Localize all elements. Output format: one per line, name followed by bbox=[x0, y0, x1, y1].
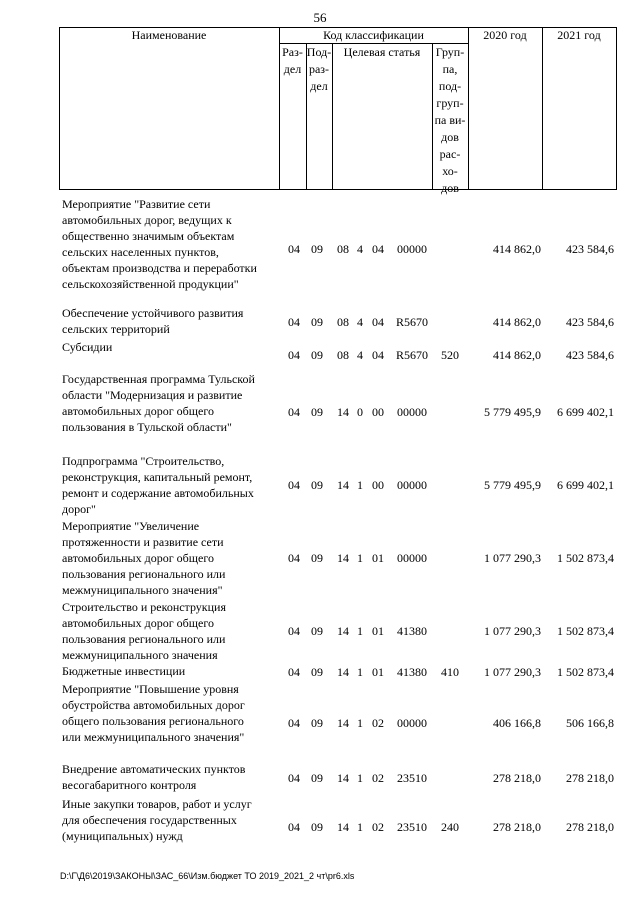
row-podrazdel: 09 bbox=[311, 624, 323, 638]
row-razdel: 04 bbox=[288, 315, 300, 329]
row-target-direction: 41380 bbox=[397, 624, 427, 638]
row-razdel: 04 bbox=[288, 665, 300, 679]
row-amount-2021: 423 584,6 bbox=[566, 242, 614, 256]
row-target-program: 14 bbox=[337, 551, 349, 565]
row-name-line: Мероприятие "Повышение уровня bbox=[62, 682, 239, 696]
row-name bbox=[62, 663, 280, 679]
row-target-direction: 00000 bbox=[397, 405, 427, 419]
row-amount-2021: 423 584,6 bbox=[566, 348, 614, 362]
row-target-direction: 00000 bbox=[397, 478, 427, 492]
file-path-footer: D:\Г\Д6\2019\ЗАКОНЫ\ЗАС_66\Изм.бюджет ТО 2019_2021_2 чт\pr6.xls bbox=[60, 871, 355, 881]
row-target-subprogram: 1 bbox=[357, 551, 363, 565]
row-amount-2020: 414 862,0 bbox=[493, 315, 541, 329]
row-target-program: 14 bbox=[337, 405, 349, 419]
row-amount-2021: 278 218,0 bbox=[566, 820, 614, 834]
row-name-line: весогабаритного контроля bbox=[62, 778, 197, 792]
row-name bbox=[62, 196, 280, 292]
row-name-line: Мероприятие "Увеличение bbox=[62, 519, 200, 533]
row-name-line: или межмуниципального значения" bbox=[62, 730, 245, 744]
row-amount-2021: 506 166,8 bbox=[566, 716, 614, 730]
header-podrazdel: Под- раз- дел bbox=[306, 45, 332, 93]
row-amount-2021: 278 218,0 bbox=[566, 771, 614, 785]
row-amount-2021: 1 502 873,4 bbox=[557, 551, 614, 565]
row-expense-type: 410 bbox=[441, 665, 459, 679]
row-name bbox=[62, 518, 280, 598]
row-target-program: 14 bbox=[337, 665, 349, 679]
row-name bbox=[62, 453, 280, 517]
row-podrazdel: 09 bbox=[311, 716, 323, 730]
row-name-line: для обеспечения государственных bbox=[62, 813, 237, 827]
row-name-line: Строительство и реконструкция bbox=[62, 600, 226, 614]
row-amount-2020: 5 779 495,9 bbox=[484, 405, 541, 419]
row-amount-2020: 278 218,0 bbox=[493, 771, 541, 785]
header-year-2021: 2021 год bbox=[557, 28, 601, 42]
row-name bbox=[62, 681, 280, 745]
row-target-subprogram: 1 bbox=[357, 624, 363, 638]
row-target-program: 08 bbox=[337, 315, 349, 329]
row-podrazdel: 09 bbox=[311, 348, 323, 362]
row-amount-2021: 1 502 873,4 bbox=[557, 665, 614, 679]
row-target-direction: 00000 bbox=[397, 716, 427, 730]
row-target-subprogram: 1 bbox=[357, 771, 363, 785]
row-target-subprogram: 0 bbox=[357, 405, 363, 419]
row-target-event: 01 bbox=[372, 665, 384, 679]
row-target-event: 02 bbox=[372, 820, 384, 834]
row-amount-2020: 278 218,0 bbox=[493, 820, 541, 834]
row-name-line: пользования в Тульской области" bbox=[62, 420, 232, 434]
row-name-line: пользования регионального или bbox=[62, 567, 226, 581]
row-podrazdel: 09 bbox=[311, 551, 323, 565]
row-name-line: Обеспечение устойчивого развития bbox=[62, 306, 244, 320]
row-amount-2021: 423 584,6 bbox=[566, 315, 614, 329]
header-name: Наименование bbox=[131, 28, 207, 42]
row-target-subprogram: 1 bbox=[357, 716, 363, 730]
row-target-event: 02 bbox=[372, 771, 384, 785]
row-name-line: Субсидии bbox=[62, 340, 113, 354]
row-name-line: области "Модернизация и развитие bbox=[62, 388, 243, 402]
row-name-line: ремонт и содержание автомобильных bbox=[62, 486, 254, 500]
row-razdel: 04 bbox=[288, 405, 300, 419]
row-target-subprogram: 4 bbox=[357, 315, 363, 329]
row-razdel: 04 bbox=[288, 242, 300, 256]
row-podrazdel: 09 bbox=[311, 665, 323, 679]
row-amount-2020: 1 077 290,3 bbox=[484, 624, 541, 638]
row-name-line: сельскохозяйственной продукции" bbox=[62, 277, 239, 291]
row-target-direction: 23510 bbox=[397, 771, 427, 785]
row-target-event: 01 bbox=[372, 551, 384, 565]
row-amount-2020: 1 077 290,3 bbox=[484, 665, 541, 679]
row-name-line: протяженности и развитие сети bbox=[62, 535, 224, 549]
row-target-subprogram: 4 bbox=[357, 348, 363, 362]
row-target-event: 01 bbox=[372, 624, 384, 638]
row-target-subprogram: 1 bbox=[357, 665, 363, 679]
row-name-line: объектам производства и переработки bbox=[62, 261, 257, 275]
header-year-2020: 2020 год bbox=[483, 28, 527, 42]
row-target-direction: 41380 bbox=[397, 665, 427, 679]
row-amount-2020: 414 862,0 bbox=[493, 242, 541, 256]
row-amount-2021: 6 699 402,1 bbox=[557, 478, 614, 492]
row-target-subprogram: 1 bbox=[357, 820, 363, 834]
row-target-event: 02 bbox=[372, 716, 384, 730]
row-name-line: автомобильных дорог, ведущих к bbox=[62, 213, 232, 227]
row-name-line: Бюджетные инвестиции bbox=[62, 664, 186, 678]
row-name-line: автомобильных дорог общего bbox=[62, 404, 214, 418]
row-target-event: 04 bbox=[372, 242, 384, 256]
row-name-line: общественно значимым объектам bbox=[62, 229, 235, 243]
row-name bbox=[62, 339, 280, 355]
row-name-line: Государственная программа Тульской bbox=[62, 372, 255, 386]
row-razdel: 04 bbox=[288, 624, 300, 638]
row-target-program: 14 bbox=[337, 771, 349, 785]
row-name bbox=[62, 371, 280, 435]
row-name-line: (муниципальных) нужд bbox=[62, 829, 183, 843]
header-target-article: Целевая статья bbox=[343, 45, 421, 59]
row-razdel: 04 bbox=[288, 771, 300, 785]
row-target-direction: R5670 bbox=[395, 348, 428, 362]
row-name-line: межмуниципального значения" bbox=[62, 583, 223, 597]
row-name-line: Иные закупки товаров, работ и услуг bbox=[62, 797, 252, 811]
row-target-event: 04 bbox=[372, 348, 384, 362]
row-target-program: 08 bbox=[337, 242, 349, 256]
row-razdel: 04 bbox=[288, 478, 300, 492]
row-name-line: пользования регионального или bbox=[62, 632, 226, 646]
row-name-line: общего пользования регионального bbox=[62, 714, 244, 728]
row-razdel: 04 bbox=[288, 820, 300, 834]
header-razdel: Раз- дел bbox=[282, 45, 303, 76]
row-amount-2021: 1 502 873,4 bbox=[557, 624, 614, 638]
row-target-direction: 00000 bbox=[397, 551, 427, 565]
row-expense-type: 240 bbox=[441, 820, 459, 834]
row-target-subprogram: 4 bbox=[357, 242, 363, 256]
row-amount-2020: 414 862,0 bbox=[493, 348, 541, 362]
row-amount-2021: 6 699 402,1 bbox=[557, 405, 614, 419]
row-name-line: автомобильных дорог общего bbox=[62, 616, 214, 630]
row-podrazdel: 09 bbox=[311, 315, 323, 329]
row-name-line: Мероприятие "Развитие сети bbox=[62, 197, 211, 211]
row-amount-2020: 1 077 290,3 bbox=[484, 551, 541, 565]
row-target-program: 14 bbox=[337, 478, 349, 492]
row-amount-2020: 406 166,8 bbox=[493, 716, 541, 730]
row-razdel: 04 bbox=[288, 348, 300, 362]
row-target-event: 04 bbox=[372, 315, 384, 329]
row-podrazdel: 09 bbox=[311, 405, 323, 419]
row-target-direction: 00000 bbox=[397, 242, 427, 256]
row-name bbox=[62, 599, 280, 663]
row-name-line: обустройства автомобильных дорог bbox=[62, 698, 245, 712]
row-target-subprogram: 1 bbox=[357, 478, 363, 492]
row-podrazdel: 09 bbox=[311, 771, 323, 785]
row-name bbox=[62, 305, 280, 337]
row-target-program: 14 bbox=[337, 716, 349, 730]
row-name-line: межмуниципального значения bbox=[62, 648, 218, 662]
row-name-line: сельских населенных пунктов, bbox=[62, 245, 219, 259]
row-podrazdel: 09 bbox=[311, 478, 323, 492]
row-podrazdel: 09 bbox=[311, 820, 323, 834]
page-number: 56 bbox=[313, 10, 327, 25]
row-razdel: 04 bbox=[288, 551, 300, 565]
table-header bbox=[59, 27, 617, 195]
row-target-direction: 23510 bbox=[397, 820, 427, 834]
row-name-line: реконструкция, капитальный ремонт, bbox=[62, 470, 253, 484]
row-amount-2020: 5 779 495,9 bbox=[484, 478, 541, 492]
header-expense-group: Груп- па, под- груп- па ви- дов рас- хо- дов bbox=[434, 45, 466, 195]
row-razdel: 04 bbox=[288, 716, 300, 730]
row-name-line: дорог" bbox=[62, 502, 96, 516]
row-target-direction: R5670 bbox=[395, 315, 428, 329]
row-name bbox=[62, 796, 280, 844]
row-name bbox=[62, 761, 280, 793]
row-expense-type: 520 bbox=[441, 348, 459, 362]
row-target-program: 14 bbox=[337, 624, 349, 638]
row-target-program: 08 bbox=[337, 348, 349, 362]
row-podrazdel: 09 bbox=[311, 242, 323, 256]
row-name-line: сельских территорий bbox=[62, 322, 170, 336]
row-name-line: Внедрение автоматических пунктов bbox=[62, 762, 246, 776]
header-classification: Код классификации bbox=[323, 28, 424, 42]
row-target-event: 00 bbox=[372, 478, 384, 492]
row-target-event: 00 bbox=[372, 405, 384, 419]
row-name-line: автомобильных дорог общего bbox=[62, 551, 214, 565]
row-name-line: Подпрограмма "Строительство, bbox=[62, 454, 225, 468]
row-target-program: 14 bbox=[337, 820, 349, 834]
